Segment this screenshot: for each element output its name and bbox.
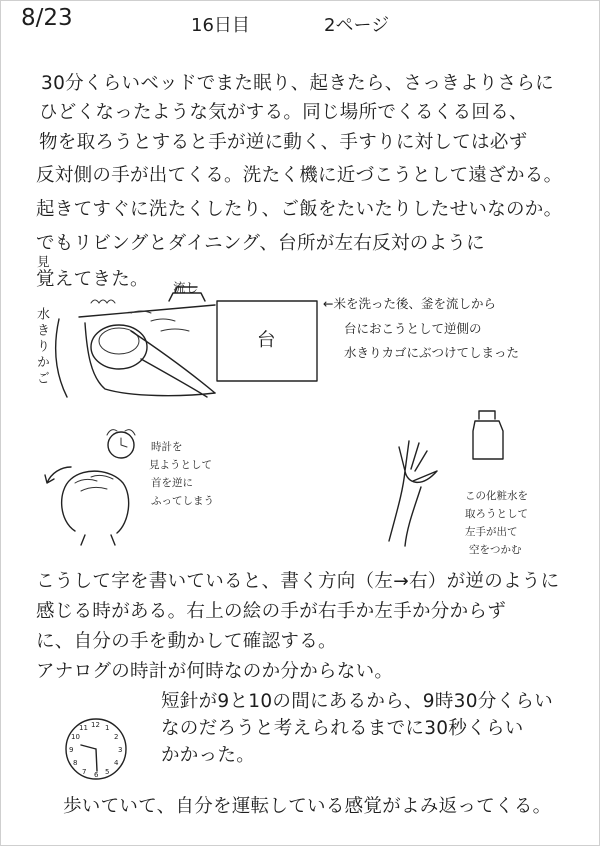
bottle-note-line: 取ろうとして: [465, 508, 528, 520]
day-count: 16日目: [191, 15, 250, 36]
clock-numeral: 1: [105, 724, 110, 732]
paragraph2-indented-line: 短針が9と10の間にあるから、9時30分くらい: [161, 691, 554, 712]
neck-outline: [81, 535, 115, 545]
turn-arrow-icon: [45, 467, 71, 483]
clock-hands: [81, 745, 97, 771]
entry-date: 8/23: [21, 5, 73, 31]
paragraph2-line: に、自分の手を動かして確認する。: [36, 631, 337, 652]
lotion-bottle-icon: [473, 411, 503, 459]
head-note-line: 時計を: [151, 441, 183, 453]
counter-label: 台: [257, 330, 276, 351]
rice-pot: [91, 325, 147, 369]
bottle-note-line: この化粧水を: [465, 490, 528, 502]
paragraph2-indented-line: かかった。: [161, 745, 256, 766]
paragraph1-line: 物を取ろうとすると手が逆に動く、手すりに対しては必ず: [39, 132, 528, 153]
clock-numeral: 7: [82, 768, 87, 776]
head-note-line: 見ようとして: [149, 459, 212, 471]
paragraph1-line: 起きてすぐに洗たくしたり、ご飯をたいたりしたせいなのか。: [36, 199, 563, 220]
faucet-label: 流し: [173, 280, 199, 295]
head-outline: [62, 471, 129, 533]
paragraph2-line: アナログの時計が何時なのか分からない。: [36, 661, 394, 682]
hand-outline: [389, 441, 437, 546]
clock-numeral: 2: [114, 733, 119, 741]
alarm-clock-icon: [108, 432, 134, 458]
head-note-line: ふってしまう: [151, 495, 214, 507]
paragraph1-line: 反対側の手が出てくる。洗たく機に近づこうとして遠ざかる。: [36, 165, 563, 186]
clock-numeral: 6: [94, 771, 99, 779]
closing-line: 歩いていて、自分を運転している感覚がよみ返ってくる。: [63, 796, 552, 817]
head-note-line: 首を逆に: [151, 477, 193, 489]
clock-numeral: 12: [91, 721, 100, 729]
paragraph1-line: 30分くらいベッドでまた眠り、起きたら、さっきよりさらに: [41, 73, 554, 94]
paragraph2-line: 感じる時がある。右上の絵の手が右手か左手か分からず: [36, 601, 507, 622]
paragraph2-line: こうして字を書いていると、書く方向（左→右）が逆のように: [36, 571, 560, 592]
paragraph1-line: ひどくなったような気がする。同じ場所でくるくる回る、: [39, 102, 528, 123]
clock-numeral: 9: [69, 746, 74, 754]
head-turn-sketch: [45, 430, 135, 545]
bottle-note-line: 空をつかむ: [469, 544, 522, 556]
clock-face: [66, 719, 126, 779]
sink-basin-outline: [79, 305, 215, 396]
correction-mark: 見: [37, 254, 50, 269]
water-ripples: [91, 300, 189, 331]
sink-sketch: [56, 287, 317, 397]
clock-numeral: 8: [73, 759, 78, 767]
sink-note-line: 水きりカゴにぶつけてしまった: [344, 345, 520, 360]
drying-rack-outline: [56, 319, 67, 397]
paragraph1-line: 覚えてきた。: [36, 269, 149, 290]
clock-numeral: 11: [79, 724, 88, 732]
clock-numeral: 3: [118, 746, 123, 754]
drying-rack-label: 水きりかご: [34, 307, 49, 387]
bottle-note-line: 左手が出て: [465, 526, 518, 538]
arm-outline: [131, 331, 215, 397]
paragraph1-line: でもリビングとダイニング、台所が左右反対のように: [36, 233, 485, 254]
alarm-clock-bells: [107, 430, 135, 447]
sink-note-line: ←米を洗った後、釜を流しから: [323, 296, 496, 311]
clock-numeral: 4: [114, 759, 119, 767]
analog-clock-sketch: [66, 719, 126, 779]
hair-lines: [75, 475, 113, 491]
page-number: 2ページ: [324, 15, 390, 36]
rice-pot-rim: [99, 328, 139, 354]
clock-numeral: 5: [105, 768, 110, 776]
clock-numeral: 10: [71, 733, 80, 741]
paragraph2-indented-line: なのだろうと考えられるまでに30秒くらい: [161, 718, 524, 739]
sink-note-line: 台におこうとして逆側の: [344, 321, 482, 336]
